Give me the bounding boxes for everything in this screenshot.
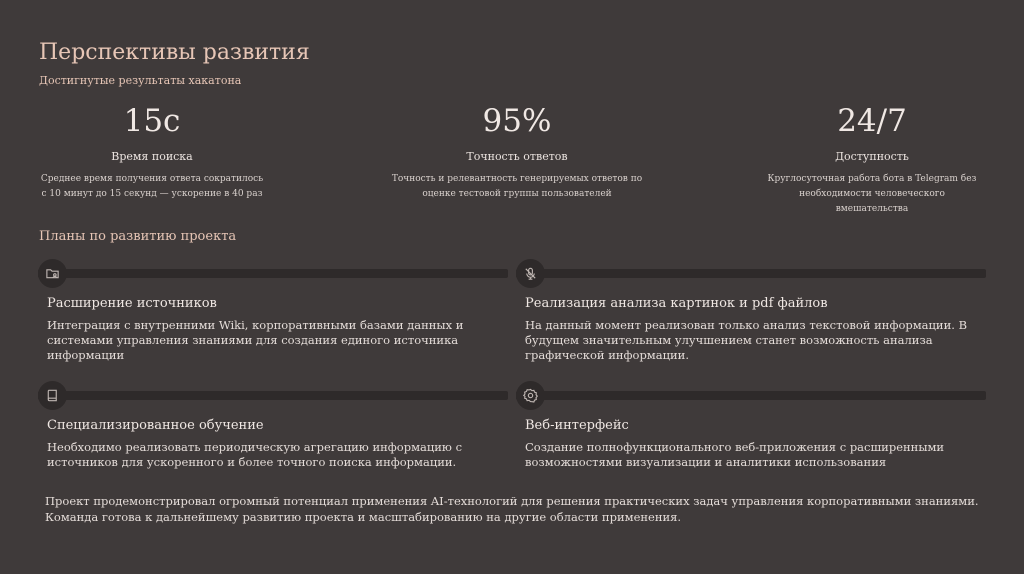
plan-title: Специализированное обучение	[47, 418, 264, 433]
stat-accuracy	[367, 103, 667, 202]
stat-description: Круглосуточная работа бота в Telegram без необходимости человеческого вмешательства	[767, 174, 977, 214]
plan-description: Интеграция с внутренними Wiki, корпоративными базами данных и системами управления знаниями для создания единого источника информации	[47, 318, 464, 362]
plan-card-sources	[38, 259, 508, 369]
plan-title: Веб-интерфейс	[525, 418, 629, 433]
conclusion-text: Проект продемонстрировал огромный потенциал применения AI-технологий для решения практических задач управления корпоративными знаниями. Команда готова к дальнейшему развитию проекта и масштабированию на другие области применения.	[45, 494, 979, 524]
plan-card-image-analysis	[516, 259, 986, 369]
plan-description: Необходимо реализовать периодическую агрегацию информацию с источников для ускоренного и более точного поиска информации.	[47, 440, 463, 469]
stat-label: Доступность	[835, 150, 909, 163]
stat-search-time	[2, 103, 302, 202]
folder-user-icon	[38, 259, 67, 288]
plan-title: Реализация анализа картинок и pdf файлов	[525, 296, 828, 311]
stat-value: 24/7	[837, 103, 907, 139]
stat-value: 95%	[482, 103, 552, 139]
plan-description: Создание полнофункционального веб-приложения с расширенными возможностями визуализации и аналитики использования	[525, 440, 945, 469]
web-badge-icon	[516, 381, 545, 410]
stat-description: Среднее время получения ответа сократилось с 10 минут до 15 секунд — ускорение в 40 раз	[40, 174, 264, 199]
book-icon	[38, 381, 67, 410]
page-subtitle: Достигнутые результаты хакатона	[39, 74, 242, 87]
plan-title: Расширение источников	[47, 296, 217, 311]
plan-divider	[516, 269, 986, 278]
microphone-off-icon	[516, 259, 545, 288]
plan-divider	[38, 269, 508, 278]
stat-label: Точность ответов	[466, 150, 568, 163]
stat-label: Время поиска	[111, 150, 193, 163]
page-title: Перспективы развития	[39, 40, 310, 65]
stat-availability	[722, 103, 1022, 217]
plan-card-training	[38, 381, 508, 481]
stat-description: Точность и релевантность генерируемых ответов по оценке тестовой группы пользователей	[391, 174, 643, 199]
stat-value: 15с	[123, 103, 181, 139]
plan-divider	[38, 391, 508, 400]
plan-card-web-interface	[516, 381, 986, 481]
plan-description: На данный момент реализован только анализ текстовой информации. В будущем значительным улучшением станет возможность анализа графической информации.	[525, 318, 968, 362]
plans-section-title: Планы по развитию проекта	[39, 229, 237, 244]
plan-divider	[516, 391, 986, 400]
